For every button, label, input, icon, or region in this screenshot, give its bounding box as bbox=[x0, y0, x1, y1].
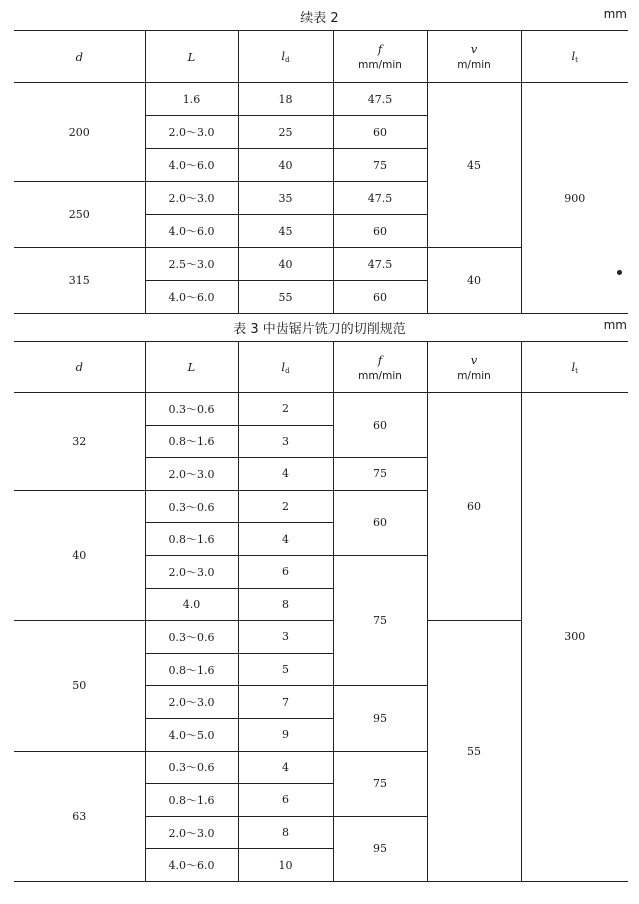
table2-unit: mm bbox=[603, 7, 627, 21]
table3-header-f: f mm/min bbox=[333, 342, 427, 393]
table3-cell-d: 63 bbox=[14, 751, 145, 881]
table2-cell-ld: 40 bbox=[238, 248, 333, 281]
table2-cell-d: 315 bbox=[14, 248, 145, 314]
table2-header-v: v m/min bbox=[427, 31, 521, 83]
table3-header-lt: $l_t$ bbox=[521, 342, 628, 393]
table2-header-d: d bbox=[14, 31, 145, 83]
table3-unit: mm bbox=[603, 318, 627, 332]
table2-cell-f: 47.5 bbox=[333, 248, 427, 281]
table3-header-ld: $l_d$ bbox=[238, 342, 333, 393]
table2-cell-v: 40 bbox=[427, 248, 521, 314]
table3-cell-ld: 4 bbox=[238, 751, 333, 784]
table3-cell-L: 0.3～0.6 bbox=[145, 490, 238, 523]
table3-cell-L: 4.0～6.0 bbox=[145, 849, 238, 882]
table2-header-f: f mm/min bbox=[333, 31, 427, 83]
table3-cell-lt: 300 bbox=[521, 393, 628, 882]
table3-cell-ld: 4 bbox=[238, 458, 333, 491]
table-row bbox=[14, 83, 628, 116]
table2-cell-L: 4.0～6.0 bbox=[145, 215, 238, 248]
table3-cell-ld: 7 bbox=[238, 686, 333, 719]
table2-header-lt: $l_t$ bbox=[521, 31, 628, 83]
table3-header-L: L bbox=[145, 342, 238, 393]
table3-cell-ld: 2 bbox=[238, 393, 333, 426]
table2-cell-v: 45 bbox=[427, 83, 521, 248]
table2-cell-L: 4.0～6.0 bbox=[145, 149, 238, 182]
table2-cell-ld: 25 bbox=[238, 116, 333, 149]
table2-cell-L: 4.0～6.0 bbox=[145, 281, 238, 314]
table3-cell-d: 40 bbox=[14, 490, 145, 620]
table2-header-L: L bbox=[145, 31, 238, 83]
table3-cell-f: 75 bbox=[333, 751, 427, 816]
table3-cell-d: 32 bbox=[14, 393, 145, 491]
table3-cell-ld: 8 bbox=[238, 816, 333, 849]
table3-cell-L: 0.3～0.6 bbox=[145, 393, 238, 426]
table2-cell-f: 75 bbox=[333, 149, 427, 182]
table3-cell-d: 50 bbox=[14, 621, 145, 751]
table3-cell-ld: 5 bbox=[238, 653, 333, 686]
table2-cell-ld: 55 bbox=[238, 281, 333, 314]
table3-cell-L: 4.0 bbox=[145, 588, 238, 621]
table3-cell-L: 2.0～3.0 bbox=[145, 458, 238, 491]
table2-cell-lt: 900 bbox=[521, 83, 628, 314]
table3-cell-f: 95 bbox=[333, 816, 427, 881]
table3-cell-L: 0.8～1.6 bbox=[145, 425, 238, 458]
table3-cell-ld: 6 bbox=[238, 784, 333, 817]
table3-cell-L: 0.8～1.6 bbox=[145, 523, 238, 556]
table3-cell-f: 95 bbox=[333, 686, 427, 751]
table2-cell-f: 60 bbox=[333, 116, 427, 149]
table2-cell-f: 47.5 bbox=[333, 182, 427, 215]
table2-cell-ld: 35 bbox=[238, 182, 333, 215]
table3-cell-ld: 4 bbox=[238, 523, 333, 556]
table-row bbox=[14, 393, 628, 426]
table3 bbox=[14, 341, 628, 882]
table2-header-ld: $l_d$ bbox=[238, 31, 333, 83]
table2-cell-f: 60 bbox=[333, 281, 427, 314]
table3-cell-ld: 6 bbox=[238, 555, 333, 588]
table2 bbox=[14, 30, 628, 314]
table2-title: 续表 2 bbox=[300, 11, 339, 26]
table3-cell-L: 2.0～3.0 bbox=[145, 816, 238, 849]
table2-cell-f: 60 bbox=[333, 215, 427, 248]
table3-caption bbox=[0, 315, 639, 339]
table2-cell-ld: 45 bbox=[238, 215, 333, 248]
table3-cell-ld: 9 bbox=[238, 718, 333, 751]
table3-cell-f: 60 bbox=[333, 393, 427, 458]
table2-cell-L: 2.5～3.0 bbox=[145, 248, 238, 281]
scan-dot bbox=[617, 270, 622, 275]
table3-cell-v: 60 bbox=[427, 393, 521, 621]
table3-cell-ld: 8 bbox=[238, 588, 333, 621]
table3-cell-f: 75 bbox=[333, 458, 427, 491]
table3-header-v: v m/min bbox=[427, 342, 521, 393]
table3-header-d: d bbox=[14, 342, 145, 393]
table3-cell-v: 55 bbox=[427, 621, 521, 882]
table2-cell-L: 2.0～3.0 bbox=[145, 116, 238, 149]
table3-cell-L: 0.8～1.6 bbox=[145, 784, 238, 817]
table2-cell-L: 1.6 bbox=[145, 83, 238, 116]
table3-cell-L: 2.0～3.0 bbox=[145, 555, 238, 588]
table3-cell-ld: 2 bbox=[238, 490, 333, 523]
table3-cell-ld: 10 bbox=[238, 849, 333, 882]
table3-cell-ld: 3 bbox=[238, 621, 333, 654]
table3-cell-L: 2.0～3.0 bbox=[145, 686, 238, 719]
table3-cell-L: 0.8～1.6 bbox=[145, 653, 238, 686]
table2-cell-f: 47.5 bbox=[333, 83, 427, 116]
table3-title: 表 3 中齿锯片铣刀的切削规范 bbox=[233, 322, 406, 337]
table2-cell-d: 200 bbox=[14, 83, 145, 182]
table3-cell-L: 0.3～0.6 bbox=[145, 751, 238, 784]
table2-cell-ld: 40 bbox=[238, 149, 333, 182]
table2-cell-ld: 18 bbox=[238, 83, 333, 116]
table2-cell-L: 2.0～3.0 bbox=[145, 182, 238, 215]
table3-cell-L: 4.0～5.0 bbox=[145, 718, 238, 751]
table3-cell-ld: 3 bbox=[238, 425, 333, 458]
table2-caption bbox=[0, 4, 639, 28]
table3-cell-f: 75 bbox=[333, 555, 427, 685]
table3-cell-L: 0.3～0.6 bbox=[145, 621, 238, 654]
table3-cell-f: 60 bbox=[333, 490, 427, 555]
table2-cell-d: 250 bbox=[14, 182, 145, 248]
